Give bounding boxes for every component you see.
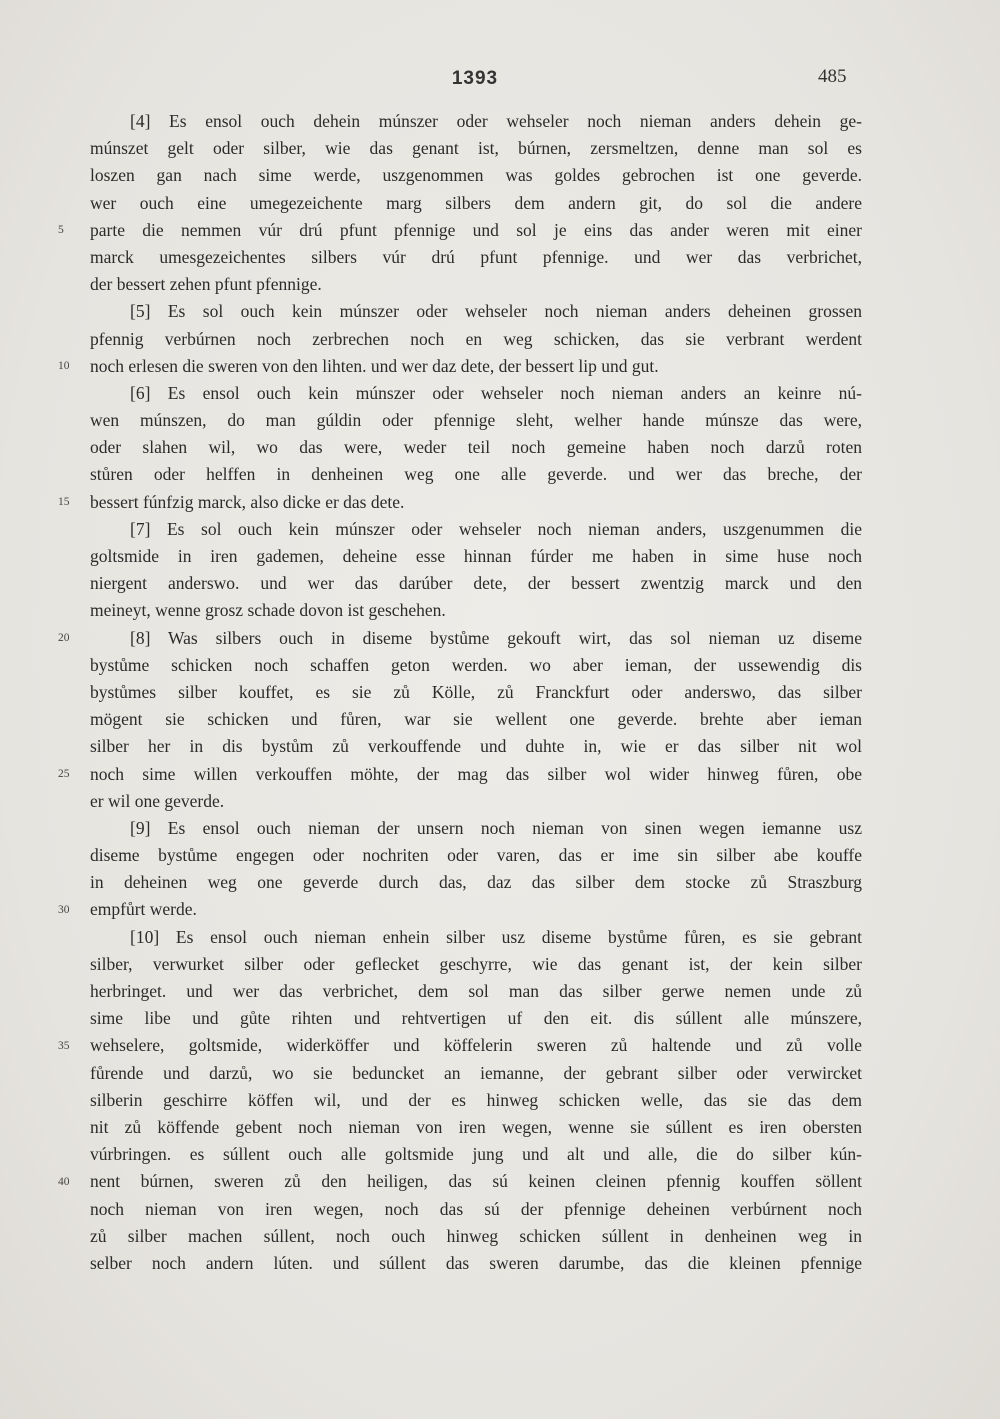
text-line: niergent anderswo. und wer das darúber dete, der bessert zwentzig marck und den — [90, 573, 862, 594]
text-line: [8] Was silbers ouch in diseme bystůme gekouft wirt, das sol nieman uz diseme — [130, 627, 862, 648]
page-header-year: 1393 — [451, 68, 499, 89]
text-line: [9] Es ensol ouch nieman der unsern noch nieman von sinen wegen iemanne usz — [130, 817, 862, 838]
text-line: herbringet. und wer das verbrichet, dem sol man das silber gerwe nemen unde zů — [90, 981, 862, 1001]
text-line: [7] Es sol ouch kein múnszer oder wehseler noch nieman anders, uszgenummen die — [130, 518, 862, 539]
text-line: in deheinen weg one geverde durch das, daz das silber dem stocke zů Straszburg — [90, 872, 862, 893]
text-line: noch erlesen die sweren von den lihten. und wer daz dete, der bessert lip und gut. — [90, 355, 659, 376]
text-line: bessert fúnfzig marck, also dicke er das dete. — [90, 491, 405, 512]
line-number: 20 — [58, 631, 70, 644]
line-number: 25 — [58, 767, 70, 780]
text-line: er wil one geverde. — [90, 790, 225, 811]
line-number: 30 — [58, 903, 70, 916]
text-line: múnszet gelt oder silber, wie das genant ist, búrnen, zersmeltzen, denne man sol es — [90, 138, 862, 159]
text-line: silber her in dis bystům zů verkouffende und duhte in, wie er das silber nit wol — [90, 736, 862, 757]
text-line: bystůme schicken noch schaffen geton werden. wo aber ieman, der ussewendig dis — [90, 654, 862, 675]
text-line: noch sime willen verkouffen möhte, der mag das silber wol wider hinweg fůren, obe — [90, 763, 862, 784]
line-number: 40 — [58, 1175, 70, 1188]
text-line: [10] Es ensol ouch nieman enhein silber usz diseme bystůme fůren, es sie gebrant — [130, 926, 862, 947]
document-body — [90, 108, 862, 1277]
text-line: selber noch andern lúten. und súllent das sweren darumbe, das die kleinen pfennige — [90, 1252, 862, 1273]
text-line: loszen gan nach sime werde, uszgenommen was goldes gebrochen ist one geverde. — [90, 165, 862, 186]
text-line: marck umesgezeichentes silbers vúr drú pfunt pfennige. und wer das verbrichet, — [90, 246, 862, 267]
text-line: mögent sie schicken und fůren, war sie wellent one geverde. brehte aber ieman — [90, 709, 862, 730]
text-line: zů silber machen súllent, noch ouch hinweg schicken súllent in denheinen weg in — [90, 1225, 862, 1246]
page-number: 485 — [818, 66, 847, 87]
line-number: 15 — [58, 495, 70, 508]
text-line: sime libe und gůte rihten und rehtvertigen uf den eit. dis súllent alle múnszere, — [90, 1008, 862, 1029]
text-line: nit zů köffende gebent noch nieman von iren wegen, wenne sie súllent es iren obersten — [90, 1116, 862, 1137]
text-line: meineyt, wenne grosz schade dovon ist geschehen. — [90, 600, 446, 621]
text-line: nent búrnen, sweren zů den heiligen, das sú keinen cleinen pfennig kouffen söllent — [90, 1171, 862, 1192]
text-line: parte die nemmen vúr drú pfunt pfennige und sol je eins das ander weren mit einer — [90, 219, 862, 240]
text-line: goltsmide in iren gademen, deheine esse hinnan fúrder me haben in sime huse noch — [90, 546, 862, 566]
text-line: [6] Es ensol ouch kein múnszer oder wehseler noch nieman anders an keinre nú- — [130, 382, 862, 403]
text-line: noch nieman von iren wegen, noch das sú der pfennige deheinen verbúrnent noch — [90, 1198, 862, 1219]
text-line: [4] Es ensol ouch dehein múnszer oder wehseler noch nieman anders dehein ge- — [130, 111, 862, 131]
text-line: vúrbringen. es súllent ouch alle goltsmide jung und alt und alle, die do silber kún- — [90, 1144, 862, 1165]
line-number: 5 — [58, 223, 64, 236]
text-line: pfennig verbúrnen noch zerbrechen noch en weg schicken, das sie verbrant werdent — [90, 328, 862, 349]
text-line: wen múnszen, do man gúldin oder pfennige sleht, welher hande múnsze das were, — [90, 410, 862, 431]
text-line: silber, verwurket silber oder geflecket geschyrre, wie das genant ist, der kein silber — [90, 953, 862, 974]
line-number: 35 — [58, 1039, 70, 1052]
line-number: 10 — [58, 359, 70, 372]
text-line: [5] Es sol ouch kein múnszer oder wehseler noch nieman anders deheinen grossen — [130, 301, 862, 322]
text-line: fůrende und darzů, wo sie beduncket an iemanne, der gebrant silber oder verwircket — [90, 1062, 862, 1083]
text-line: wehselere, goltsmide, widerköffer und köffelerin sweren zů haltende und zů volle — [90, 1035, 862, 1056]
text-line: diseme bystůme engegen oder nochriten oder varen, das er ime sin silber abe kouffe — [90, 845, 862, 866]
text-line: wer ouch eine umegezeichente marg silbers dem andern git, do sol die andere — [90, 192, 862, 213]
text-line: bystůmes silber kouffet, es sie zů Kölle, zů Franckfurt oder anderswo, das silber — [90, 681, 862, 702]
text-line: der bessert zehen pfunt pfennige. — [90, 274, 322, 295]
text-line: empfůrt werde. — [90, 899, 197, 920]
text-line: silberin geschirre köffen wil, und der es hinweg schicken welle, das sie das dem — [90, 1089, 862, 1110]
text-line: stůren oder helffen in denheinen weg one alle geverde. und wer das breche, der — [90, 464, 862, 485]
text-line: oder slahen wil, wo das were, weder teil noch gemeine haben noch darzů roten — [90, 437, 862, 458]
